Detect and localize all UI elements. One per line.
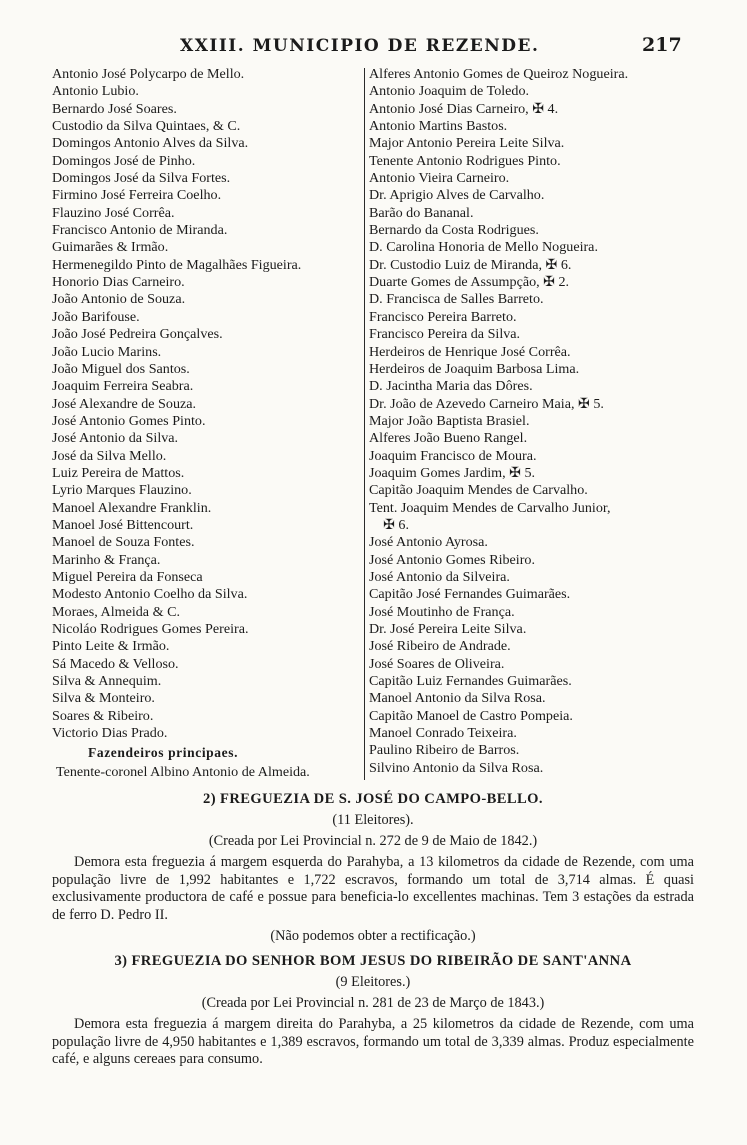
name-entry: Herdeiros de Henrique José Corrêa. — [369, 343, 571, 360]
name-entry: Dr. Aprigio Alves de Carvalho. — [369, 187, 545, 204]
name-entry: Major João Baptista Brasiel. — [369, 412, 530, 429]
name-entry: José Antonio Gomes Ribeiro. — [369, 551, 535, 568]
section-ribeirao-santanna — [52, 953, 694, 1069]
name-entry: José Soares de Oliveira. — [369, 655, 505, 672]
name-entry: Silva & Monteiro. — [52, 690, 155, 707]
name-entry: Antonio José Polycarpo de Mello. — [52, 66, 245, 82]
name-entry: Luiz Pereira de Mattos. — [52, 464, 185, 481]
name-entry: Modesto Antonio Coelho da Silva. — [52, 586, 248, 603]
page-header-title: XXIII. MUNICIPIO DE REZENDE. — [180, 36, 540, 56]
name-entry: Antonio Lubio. — [52, 83, 139, 100]
name-entry: José da Silva Mello. — [52, 447, 167, 464]
section-note: (Não podemos obter a rectificação.) — [270, 928, 476, 945]
section-body: Demora esta freguezia á margem esquerda do Parahyba, a 13 kilometros da cidade de Rezende, com uma população livre de 1,992 habitantes e 1,722 escravos, formando um total de 3,714 almas. É quasi exclusivamente productora de café e possue para beneficia-lo excellentes machinas. Tem 3 estações da estrada de ferro D. Pedro II. — [52, 854, 694, 923]
left-column-last-entry: Tenente-coronel Albino Antonio de Almeida. — [56, 764, 310, 780]
name-entry: Capitão Luiz Fernandes Guimarães. — [369, 673, 572, 690]
column-divider — [364, 68, 365, 780]
name-entry: Guimarães & Irmão. — [52, 239, 169, 256]
name-entry: ✠ 6. — [369, 516, 409, 533]
fazendeiros-subheading: Fazendeiros principaes. — [88, 745, 239, 760]
name-entry: Joaquim Gomes Jardim, ✠ 5. — [369, 464, 536, 481]
name-entry: João Miguel dos Santos. — [52, 360, 190, 377]
name-entry: Antonio José Dias Carneiro, ✠ 4. — [369, 100, 559, 117]
section-body: Demora esta freguezia á margem direita do Parahyba, a 25 kilometros da cidade de Rezende, com uma população livre de 4,950 habitantes e 1,389 escravos, formando um total de 3,339 almas. Produz especialmente café, e alguns cereaes para consumo. — [52, 1016, 694, 1068]
name-entry: João Barifouse. — [52, 308, 140, 325]
name-entry: Silvino Antonio da Silva Rosa. — [369, 759, 544, 776]
name-entry: Domingos José de Pinho. — [52, 152, 196, 169]
name-entry: Major Antonio Pereira Leite Silva. — [369, 135, 565, 152]
name-entry: Tent. Joaquim Mendes de Carvalho Junior, — [369, 499, 611, 516]
name-entry: Marinho & França. — [52, 551, 161, 568]
name-entry: Joaquim Francisco de Moura. — [369, 447, 537, 464]
name-entry: José Antonio da Silveira. — [369, 568, 510, 585]
name-entry: Silva & Annequim. — [52, 673, 162, 690]
name-entry: D. Jacintha Maria das Dôres. — [369, 378, 533, 395]
name-entry: Manoel Alexandre Franklin. — [52, 499, 212, 516]
name-entry: Soares & Ribeiro. — [52, 707, 154, 724]
name-entry: Joaquim Ferreira Seabra. — [52, 378, 194, 395]
name-entry: Dr. José Pereira Leite Silva. — [369, 621, 527, 637]
name-entry: Francisco Pereira da Silva. — [369, 326, 521, 343]
name-entry: Sá Macedo & Velloso. — [52, 655, 179, 672]
name-entry: Pinto Leite & Irmão. — [52, 638, 170, 655]
name-entry: Miguel Pereira da Fonseca — [52, 568, 203, 585]
section-created: (Creada por Lei Provincial n. 272 de 9 de Maio de 1842.) — [208, 833, 538, 849]
name-entry: Honorio Dias Carneiro. — [52, 274, 185, 291]
name-entry: João Antonio de Souza. — [52, 291, 186, 308]
name-entry: Antonio Vieira Carneiro. — [369, 170, 510, 187]
name-entry: Bernardo José Soares. — [52, 100, 177, 117]
name-entry: Barão do Bananal. — [369, 204, 474, 221]
name-entry: D. Francisca de Salles Barreto. — [369, 291, 544, 308]
name-entry: Capitão Manoel de Castro Pompeia. — [369, 707, 573, 724]
name-entry: Victorio Dias Prado. — [52, 725, 168, 742]
name-entry: João Lucio Marins. — [52, 343, 162, 360]
name-entry: Alferes João Bueno Rangel. — [369, 430, 528, 447]
name-entry: Domingos Antonio Alves da Silva. — [52, 135, 249, 152]
name-entry: Duarte Gomes de Assumpção, ✠ 2. — [369, 274, 570, 291]
left-name-column — [52, 66, 362, 742]
name-entry: José Moutinho de França. — [369, 603, 515, 620]
name-entry: Nicoláo Rodrigues Gomes Pereira. — [52, 621, 249, 637]
section-created: (Creada por Lei Provincial n. 281 de 23 de Março de 1843.) — [201, 995, 545, 1011]
name-entry: Capitão José Fernandes Guimarães. — [369, 586, 571, 603]
name-entry: Manoel Antonio da Silva Rosa. — [369, 690, 546, 707]
name-entry: Herdeiros de Joaquim Barbosa Lima. — [369, 360, 580, 377]
name-entry: Moraes, Almeida & C. — [52, 603, 180, 620]
name-entry: José Antonio Gomes Pinto. — [52, 412, 206, 429]
name-entry: Dr. Custodio Luiz de Miranda, ✠ 6. — [369, 256, 572, 273]
name-entry: José Ribeiro de Andrade. — [369, 638, 511, 655]
right-name-column — [369, 66, 699, 777]
name-entry: Tenente Antonio Rodrigues Pinto. — [369, 152, 561, 169]
name-entry: Alferes Antonio Gomes de Queiroz Nogueira. — [369, 66, 629, 82]
section-title: 3) FREGUEZIA DO SENHOR BOM JESUS DO RIBEIRÃO DE SANT'ANNA — [114, 953, 632, 969]
name-entry: Custodio da Silva Quintaes, & C. — [52, 118, 241, 135]
name-entry: Manoel de Souza Fontes. — [52, 534, 195, 551]
name-entry: D. Carolina Honoria de Mello Nogueira. — [369, 239, 598, 256]
name-entry: Hermenegildo Pinto de Magalhães Figueira. — [52, 256, 302, 273]
name-entry: José Antonio Ayrosa. — [369, 534, 488, 551]
name-entry: José Antonio da Silva. — [52, 430, 179, 447]
name-entry: Paulino Ribeiro de Barros. — [369, 742, 520, 759]
name-entry: José Alexandre de Souza. — [52, 395, 197, 412]
section-electors: (9 Eleitores.) — [335, 974, 411, 990]
section-electors: (11 Eleitores). — [332, 812, 414, 828]
name-entry: Antonio Joaquim de Toledo. — [369, 83, 530, 100]
name-entry: Manoel Conrado Teixeira. — [369, 725, 517, 742]
section-campo-bello — [52, 791, 694, 945]
name-entry: Francisco Pereira Barreto. — [369, 308, 517, 325]
name-entry: João José Pedreira Gonçalves. — [52, 326, 223, 343]
name-entry: Manoel José Bittencourt. — [52, 516, 194, 533]
name-entry: Firmino José Ferreira Coelho. — [52, 187, 222, 204]
name-entry: Capitão Joaquim Mendes de Carvalho. — [369, 482, 588, 499]
name-entry: Antonio Martins Bastos. — [369, 118, 508, 135]
name-entry: Dr. João de Azevedo Carneiro Maia, ✠ 5. — [369, 395, 604, 412]
name-entry: Domingos José da Silva Fortes. — [52, 170, 231, 187]
name-entry: Francisco Antonio de Miranda. — [52, 222, 228, 239]
page-number: 217 — [642, 34, 682, 56]
name-entry: Lyrio Marques Flauzino. — [52, 482, 192, 499]
section-title: 2) FREGUEZIA DE S. JOSÉ DO CAMPO-BELLO. — [203, 791, 543, 807]
name-entry: Flauzino José Corrêa. — [52, 204, 175, 221]
name-entry: Bernardo da Costa Rodrigues. — [369, 222, 539, 239]
